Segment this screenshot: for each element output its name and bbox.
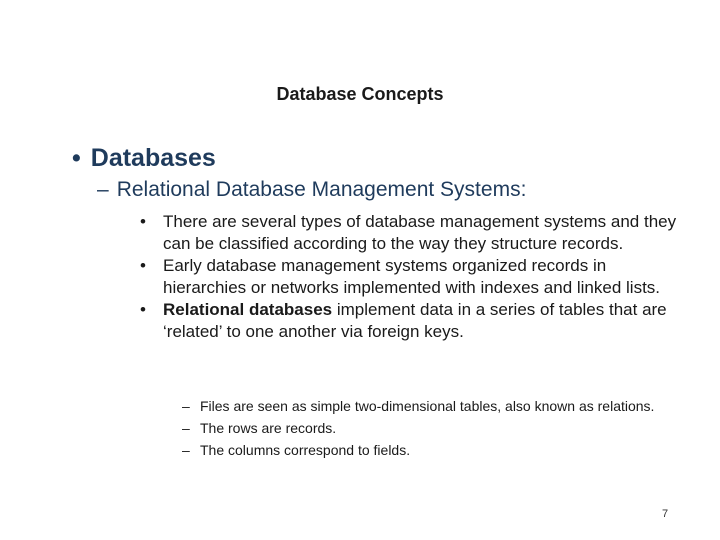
sub-detail-list [182,398,682,464]
page-number: 7 [662,508,669,520]
sub-detail-item-rows [182,420,682,436]
detail-text: There are several types of database management systems and they can be classified according to the way they structure records. [163,212,677,253]
dash-icon: – [182,442,190,458]
bullet-databases [72,144,216,173]
bullet-icon: • [140,212,146,231]
detail-item-early [140,255,680,299]
subbullet-rdbms [97,178,526,202]
slide-title: Database Concepts [276,84,444,104]
bullet-icon: • [140,300,146,319]
sub-detail-item-columns [182,442,682,458]
subbullet-rdbms-label: Relational Database Management Systems: [116,178,527,201]
sub-detail-item-files [182,398,682,414]
detail-text: Early database management systems organized records in hierarchies or networks implemented with indexes and linked lists. [163,256,661,297]
sub-detail-text: Files are seen as simple two-dimensional tables, also known as relations. [200,398,655,414]
detail-list [140,211,680,343]
bullet-icon: • [72,144,81,172]
detail-item-relational [140,299,680,343]
bullet-icon: • [140,256,146,275]
dash-icon: – [182,420,190,436]
sub-detail-text: The columns correspond to fields. [200,442,411,458]
detail-bold-term: Relational databases [163,300,333,319]
detail-item-types [140,211,680,255]
detail-text: implement data in a series of tables that are ‘related’ to one another via foreign keys. [163,300,667,341]
bullet-databases-label: Databases [90,144,216,172]
dash-icon: – [97,178,109,201]
sub-detail-text: The rows are records. [200,420,337,436]
dash-icon: – [182,398,190,414]
